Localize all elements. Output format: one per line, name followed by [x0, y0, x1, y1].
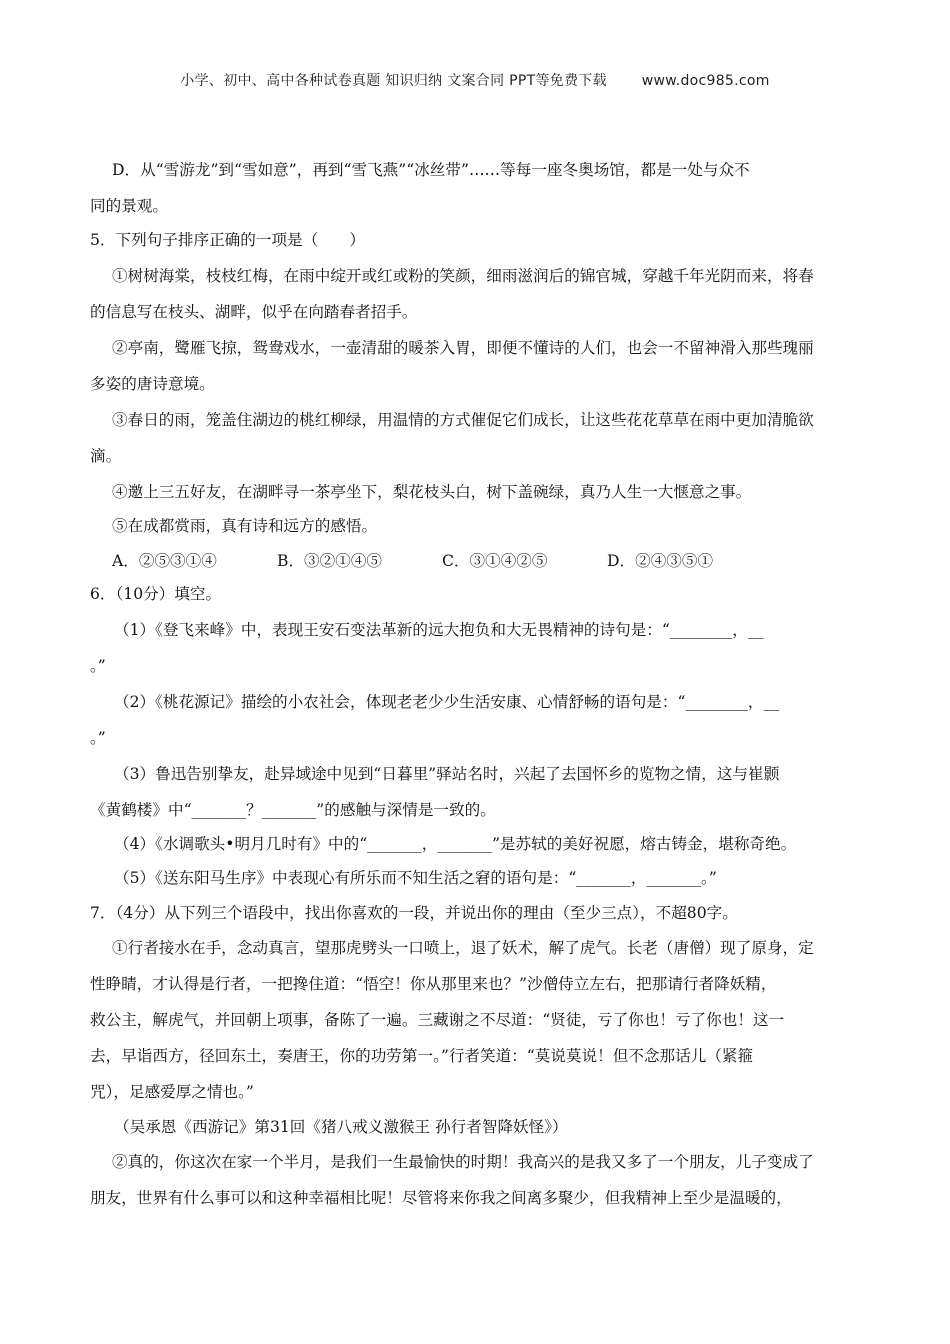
q7-passage1-source: （吴承恩《西游记》第31回《猪八戒义激猴王 孙行者智降妖怪》）: [114, 1118, 568, 1136]
page-header: [0, 70, 950, 90]
q4-option-d-line2: 同的景观。: [90, 197, 168, 215]
q7-passage1-line2: 性睁睛，才认得是行者，一把搀住道：“悟空！你从那里来也？”沙僧侍立左右，把那请行者降妖精，: [90, 975, 777, 993]
q7-passage2-line1: ②真的，你这次在家一个半月，是我们一生最愉快的时期！我高兴的是我又多了一个朋友，儿子变成了: [112, 1153, 814, 1171]
q5-sentence1-line2: 的信息写在枝头、湖畔，似乎在向踏春者招手。: [90, 303, 418, 321]
q7-title: 7．（4分）从下列三个语段中，找出你喜欢的一段，并说出你的理由（至少三点），不超80字。: [90, 904, 738, 922]
q6-part1-line2: 。”: [90, 657, 106, 675]
q7-passage1-line1: ①行者接水在手，念动真言，望那虎劈头一口喷上，退了妖术，解了虎气。长老（唐僧）现了原身，定: [112, 939, 814, 957]
q5-option-c: C．③①④②⑤: [442, 552, 548, 570]
q6-part3-line1: （3）鲁迅告别挚友，赴异域途中见到“日暮里”驿站名时，兴起了去国怀乡的览物之情，这与崔颢: [114, 765, 780, 783]
header-site[interactable]: www.doc985.com: [641, 73, 770, 89]
header-text: 小学、初中、高中各种试卷真题 知识归纳 文案合同 PPT等免费下载: [180, 73, 607, 89]
q7-passage2-line2: 朋友，世界有什么事可以和这种幸福相比呢！尽管将来你我之间离多聚少，但我精神上至少是温暖的，: [90, 1189, 792, 1207]
q6-part2-line1: （2）《桃花源记》描绘的小农社会，体现老老少少生活安康、心情舒畅的语句是：“________，__: [114, 693, 780, 711]
q6-part4: （4）《水调歌头•明月几时有》中的“_______，_______”是苏轼的美好祝愿，熔古铸金，堪称奇绝。: [114, 835, 797, 853]
q5-option-a: A．②⑤③①④: [112, 552, 217, 570]
q5-sentence3-line2: 滴。: [90, 447, 122, 465]
q6-title: 6．（10分）填空。: [90, 585, 222, 603]
q7-passage1-line4: 去，早诣西方，径回东土，奏唐王，你的功劳第一。”行者笑道：“莫说莫说！但不念那话儿（紧箍: [90, 1047, 754, 1065]
q5-sentence1-line1: ①树树海棠，枝枝红梅，在雨中绽开或红或粉的笑颜，细雨滋润后的锦官城，穿越千年光阴而来，将春: [112, 267, 814, 285]
q7-passage1-line3: 救公主，解虎气，并回朝上项事，备陈了一遍。三藏谢之不尽道：“贤徒，亏了你也！亏了你也！这一: [90, 1011, 785, 1029]
q5-option-b: B．③②①④⑤: [277, 552, 383, 570]
q5-sentence4: ④邀上三五好友，在湖畔寻一茶亭坐下，梨花枝头白，树下盖碗绿，真乃人生一大惬意之事。: [112, 483, 752, 501]
q5-sentence2-line1: ②亭南，鹭雁飞掠，鸳鸯戏水，一壶清甜的暖茶入胃，即便不懂诗的人们，也会一不留神滑入那些瑰丽: [112, 339, 814, 357]
q5-options: [112, 551, 772, 571]
q4-option-d-line1: D．从“雪游龙”到“雪如意”，再到“雪飞燕”“冰丝带”……等每一座冬奥场馆，都是一处与众不: [112, 161, 750, 179]
q6-part1-line1: （1）《登飞来峰》中，表现王安石变法革新的远大抱负和大无畏精神的诗句是：“________，__: [114, 621, 764, 639]
q5-sentence5: ⑤在成都赏雨，真有诗和远方的感悟。: [112, 517, 378, 535]
q5-title: 5．下列句子排序正确的一项是（ ）: [90, 231, 366, 249]
q5-sentence2-line2: 多姿的唐诗意境。: [90, 375, 215, 393]
q6-part5: （5）《送东阳马生序》中表现心有所乐而不知生活之窘的语句是：“_______，_______。”: [114, 869, 717, 887]
q5-option-d: D．②④③⑤①: [607, 552, 714, 570]
q5-sentence3-line1: ③春日的雨，笼盖住湖边的桃红柳绿，用温情的方式催促它们成长，让这些花花草草在雨中更加清脆欲: [112, 411, 814, 429]
q6-part3-line2: 《黄鹤楼》中“_______？_______”的感触与深情是一致的。: [90, 801, 496, 819]
q7-passage1-line5: 咒），足感爱厚之情也。”: [90, 1083, 254, 1101]
q6-part2-line2: 。”: [90, 729, 106, 747]
